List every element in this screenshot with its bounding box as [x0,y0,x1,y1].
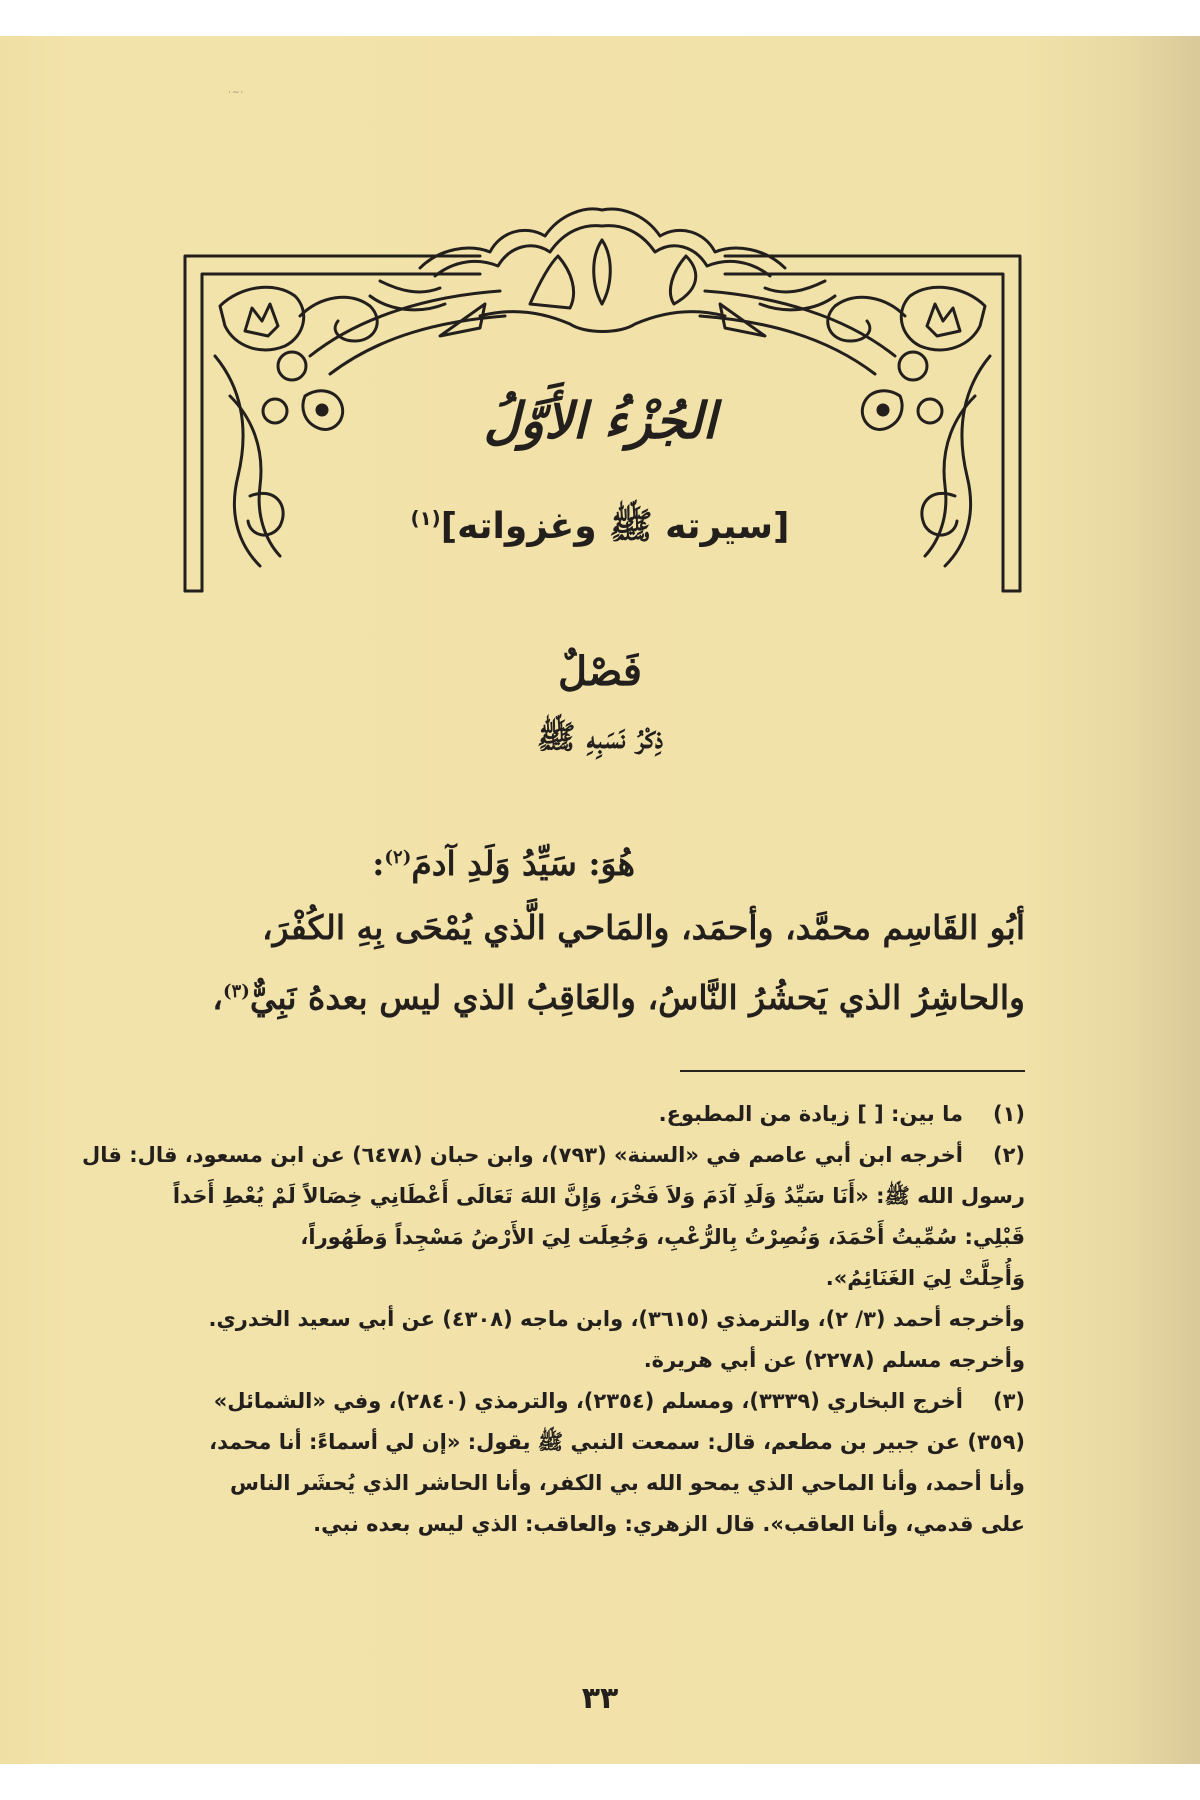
footnote-number: (٣) [992,1389,1025,1413]
footnote-3 [185,1381,1025,1545]
main-text-line: هُوَ: سَيِّدُ وَلَدِ آدمَ$^{(٢)}$: [372,844,635,883]
footnote-line: على قدمي، وأنا العاقب». قال الزهري: والعاقب: الذي ليس بعده نبي. [313,1512,1025,1536]
footnote-line: أخرجه ابن أبي عاصم في «السنة» (٧٩٣)، وابن حبان (٦٤٧٨) عن ابن مسعود، قال: قال [82,1143,963,1167]
footnote-ref[interactable]: (١) [410,507,441,530]
book-page [0,36,1200,1764]
part-title: الجُزْءُ الأَوَّلُ [483,391,717,450]
main-text-line: والحاشِرُ الذي يَحشُرُ النَّاسُ، والعَاقِبُ الذي ليس بعدهُ نَبِيٌّ$^{(٣)}$، [212,978,1025,1017]
footnote-ref[interactable]: (٣) [222,981,250,1002]
footnote-1 [185,1094,1025,1135]
footnote-line: وأخرجه مسلم (٢٢٧٨) عن أبي هريرة. [643,1348,1025,1372]
chapter-label: فَصْلٌ [557,648,643,695]
footnote-line: رسول الله ﷺ: «أَنَا سَيِّدُ وَلَدِ آدَمَ وَلاَ فَخْرَ، وَإِنَّ اللهَ تَعَالَى أَعْطَانِي خِصَالاً لَمْ يُعْطِ أَحَداً [172,1184,1025,1208]
footnote-line: (٣٥٩) عن جبير بن مطعم، قال: سمعت النبي ﷺ يقول: «إن لي أسماءً: أنا محمد، [209,1430,1025,1454]
page-number: ٣٣ [581,1681,619,1716]
footnote-line: أخرج البخاري (٣٣٣٩)، ومسلم (٢٣٥٤)، والترمذي (٢٨٤٠)، وفي «الشمائل» [213,1389,963,1413]
footnote-number: (٢) [992,1143,1025,1167]
footnotes [82,1094,1025,1545]
footnote-ref[interactable]: (٢) [384,847,412,868]
section-heading-text: [سيرته ﷺ وغزواته] [440,506,790,547]
chapter-subheading: ذِكْرُ نَسَبِهِ ﷺ [536,718,664,756]
footnote-2 [82,1135,1025,1381]
footnote-line: وأخرجه أحمد (٣/ ٢)، والترمذي (٣٦١٥)، وابن ماجه (٤٣٠٨) عن أبي سعيد الخدري. [208,1307,1025,1331]
print-speck: ·~· [228,88,245,98]
footnote-number: (١) [992,1102,1025,1126]
footnote-line: ما بين: [ ] زيادة من المطبوع. [658,1102,963,1126]
section-heading [330,504,870,556]
main-text [185,826,1025,1030]
footnote-line: وَأُحِلَّتْ لِيَ الغَنَائِمُ». [825,1266,1025,1290]
footnote-line: قَبْلِي: سُمِّيتُ أَحْمَدَ، وَنُصِرْتُ بِالرُّعْبِ، وَجُعِلَت لِيَ الأَرْضُ مَسْجِداً وَطَهُوراً، [300,1225,1025,1249]
main-text-line: أبُو القَاسِم محمَّد، وأحمَد، والمَاحي الَّذي يُمْحَى بِهِ الكُفْرَ، [262,908,1025,947]
footnote-separator [680,1070,1025,1072]
footnote-line: وأنا أحمد، وأنا الماحي الذي يمحو الله بي الكفر، وأنا الحاشر الذي يُحشَر الناس [229,1471,1025,1495]
